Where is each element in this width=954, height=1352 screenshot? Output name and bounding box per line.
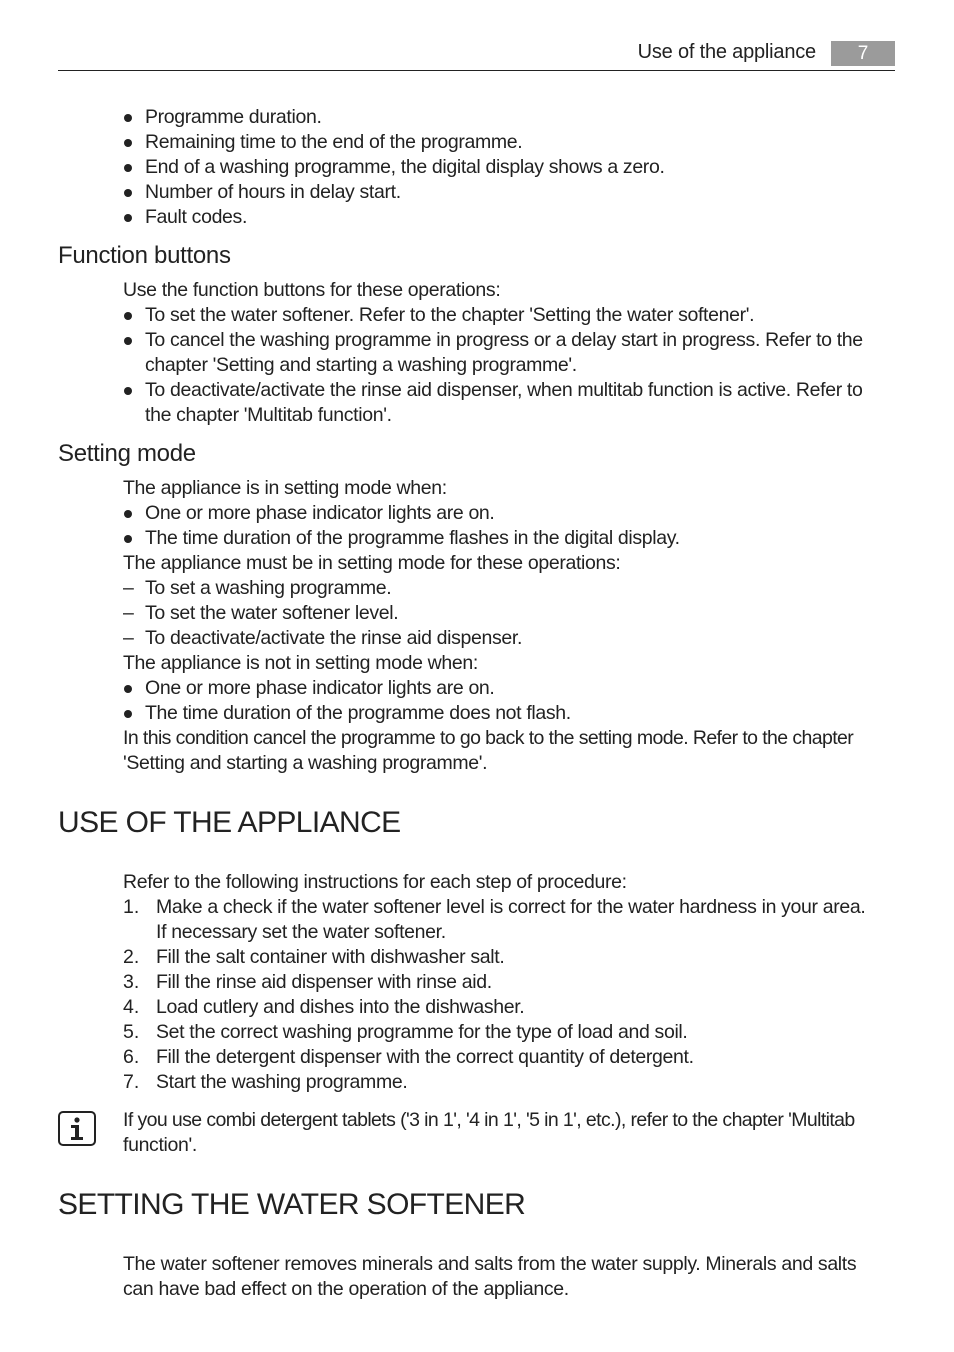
list-item-continuation: chapter 'Setting and starting a washing programme'. bbox=[145, 354, 577, 376]
paragraph-continuation: can have bad effect on the operation of the appliance. bbox=[123, 1278, 569, 1300]
step-text: Fill the detergent dispenser with the correct quantity of detergent. bbox=[156, 1046, 694, 1068]
bullet-icon bbox=[124, 214, 132, 222]
page-number: 7 bbox=[831, 41, 895, 66]
bullet-icon bbox=[124, 164, 132, 172]
list-item: To deactivate/activate the rinse aid dispenser. bbox=[145, 627, 523, 649]
step-number: 2. bbox=[123, 946, 140, 968]
step-text: Fill the rinse aid dispenser with rinse aid. bbox=[156, 971, 492, 993]
list-item: End of a washing programme, the digital display shows a zero. bbox=[145, 156, 665, 178]
dash-marker: – bbox=[123, 577, 134, 599]
list-item: To set the water softener level. bbox=[145, 602, 399, 624]
bullet-icon bbox=[124, 710, 132, 718]
step-number: 1. bbox=[123, 896, 140, 918]
bullet-icon bbox=[124, 510, 132, 518]
list-item: One or more phase indicator lights are on. bbox=[145, 502, 495, 524]
step-number: 5. bbox=[123, 1021, 140, 1043]
list-item-continuation: the chapter 'Multitab function'. bbox=[145, 404, 392, 426]
bullet-icon bbox=[124, 312, 132, 320]
header-rule bbox=[58, 70, 895, 71]
running-header: Use of the appliance bbox=[637, 41, 816, 63]
step-number: 6. bbox=[123, 1046, 140, 1068]
paragraph: In this condition cancel the programme to go back to the setting mode. Refer to the chapter bbox=[123, 727, 854, 749]
list-item: To set the water softener. Refer to the chapter 'Setting the water softener'. bbox=[145, 304, 755, 326]
chapter-heading-use-of-appliance: USE OF THE APPLIANCE bbox=[58, 806, 401, 839]
info-note-continuation: function'. bbox=[123, 1134, 197, 1156]
section-heading-function-buttons: Function buttons bbox=[58, 242, 231, 269]
dash-marker: – bbox=[123, 627, 134, 649]
paragraph-continuation: 'Setting and starting a washing programme'. bbox=[123, 752, 488, 774]
paragraph: Refer to the following instructions for each step of procedure: bbox=[123, 871, 627, 893]
paragraph: The appliance is not in setting mode when: bbox=[123, 652, 478, 674]
bullet-icon bbox=[124, 387, 132, 395]
paragraph: The appliance is in setting mode when: bbox=[123, 477, 447, 499]
list-item: One or more phase indicator lights are on. bbox=[145, 677, 495, 699]
bullet-icon bbox=[124, 139, 132, 147]
list-item: Programme duration. bbox=[145, 106, 322, 128]
section-heading-setting-mode: Setting mode bbox=[58, 440, 196, 467]
list-item: Remaining time to the end of the programme. bbox=[145, 131, 523, 153]
info-icon bbox=[58, 1111, 96, 1146]
dash-marker: – bbox=[123, 602, 134, 624]
bullet-icon bbox=[124, 114, 132, 122]
step-number: 4. bbox=[123, 996, 140, 1018]
list-item: The time duration of the programme does not flash. bbox=[145, 702, 571, 724]
list-item: Fault codes. bbox=[145, 206, 248, 228]
step-number: 3. bbox=[123, 971, 140, 993]
list-item: To deactivate/activate the rinse aid dispenser, when multitab function is active. Refer to bbox=[145, 379, 863, 401]
bullet-icon bbox=[124, 685, 132, 693]
info-note: If you use combi detergent tablets ('3 in 1', '4 in 1', '5 in 1', etc.), refer to the chapter 'Multitab bbox=[123, 1109, 855, 1131]
paragraph: The appliance must be in setting mode for these operations: bbox=[123, 552, 621, 574]
chapter-heading-water-softener: SETTING THE WATER SOFTENER bbox=[58, 1188, 526, 1221]
bullet-icon bbox=[124, 535, 132, 543]
list-item: Number of hours in delay start. bbox=[145, 181, 401, 203]
bullet-icon bbox=[124, 189, 132, 197]
step-text: Make a check if the water softener level is correct for the water hardness in your area. bbox=[156, 896, 866, 918]
list-item: To set a washing programme. bbox=[145, 577, 392, 599]
step-text: Load cutlery and dishes into the dishwasher. bbox=[156, 996, 525, 1018]
list-item: The time duration of the programme flashes in the digital display. bbox=[145, 527, 680, 549]
step-number: 7. bbox=[123, 1071, 140, 1093]
step-text: Start the washing programme. bbox=[156, 1071, 408, 1093]
paragraph: Use the function buttons for these operations: bbox=[123, 279, 501, 301]
step-text: Fill the salt container with dishwasher salt. bbox=[156, 946, 505, 968]
step-text-continuation: If necessary set the water softener. bbox=[156, 921, 446, 943]
paragraph: The water softener removes minerals and salts from the water supply. Minerals and salts bbox=[123, 1253, 857, 1275]
list-item: To cancel the washing programme in progress or a delay start in progress. Refer to the bbox=[145, 329, 863, 351]
bullet-icon bbox=[124, 337, 132, 345]
step-text: Set the correct washing programme for the type of load and soil. bbox=[156, 1021, 688, 1043]
